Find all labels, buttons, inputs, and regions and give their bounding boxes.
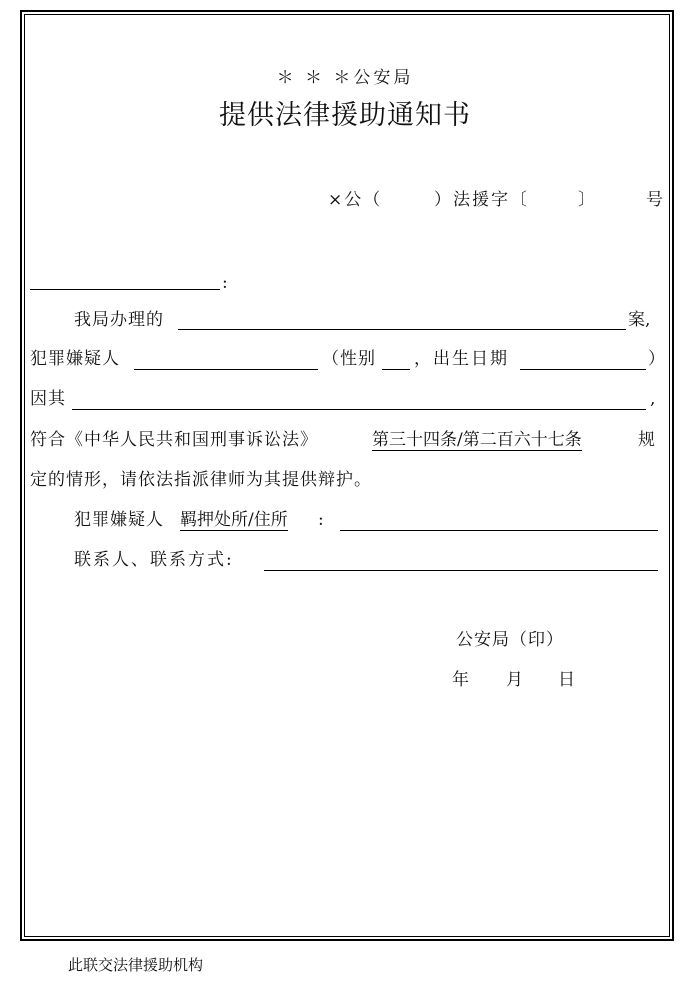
reason-label: 因其 [30,389,66,409]
document-title: 提供法律援助通知书 [219,100,471,131]
doc-number-hao: 号 [646,190,663,210]
law-articles: 第三十四条/第二百六十七条 [372,430,582,450]
footer-note: 此联交法律援助机构 [68,956,204,974]
handle-label: 我局办理的 [74,310,164,330]
case-name-blank[interactable] [178,329,626,330]
gender-label: （性别 [322,349,376,369]
reason-blank[interactable] [72,409,646,410]
suspect-name-blank[interactable] [134,369,318,370]
custody-label: 犯罪嫌疑人 [74,510,164,530]
suspect-label: 犯罪嫌疑人 [30,349,120,369]
contact-blank[interactable] [264,570,658,571]
recipient-colon: : [222,273,228,293]
contact-label: 联系人、联系方式: [74,550,234,570]
seal-day: 日 [558,670,575,690]
rule-suffix: 规 [638,430,655,450]
birth-date-blank[interactable] [520,369,646,370]
provision-text: 定的情形，请依法指派律师为其提供辩护。 [30,470,372,490]
custody-colon: : [318,510,324,530]
doc-number-mid: ）法援字〔 [434,190,529,210]
seal-year: 年 [452,670,469,690]
close-paren: ） [648,349,665,369]
doc-number-suffix: 〕 [578,190,595,210]
doc-number-prefix: ×公（ [328,190,383,210]
recipient-blank[interactable] [30,289,220,290]
birth-label: ，出生日期 [414,349,509,369]
law-text: 符合《中华人民共和国刑事诉讼法》 [30,430,318,450]
case-suffix: 案, [628,310,651,330]
reason-end: , [650,389,656,409]
custody-label-underlined: 羁押处所/住所 [180,510,288,530]
gender-blank[interactable] [382,369,410,370]
seal-month: 月 [506,670,523,690]
seal-issuer: 公安局（印） [456,630,564,650]
custody-blank[interactable] [340,530,658,531]
issuing-agency: ＊ ＊ ＊公安局 [276,68,414,88]
